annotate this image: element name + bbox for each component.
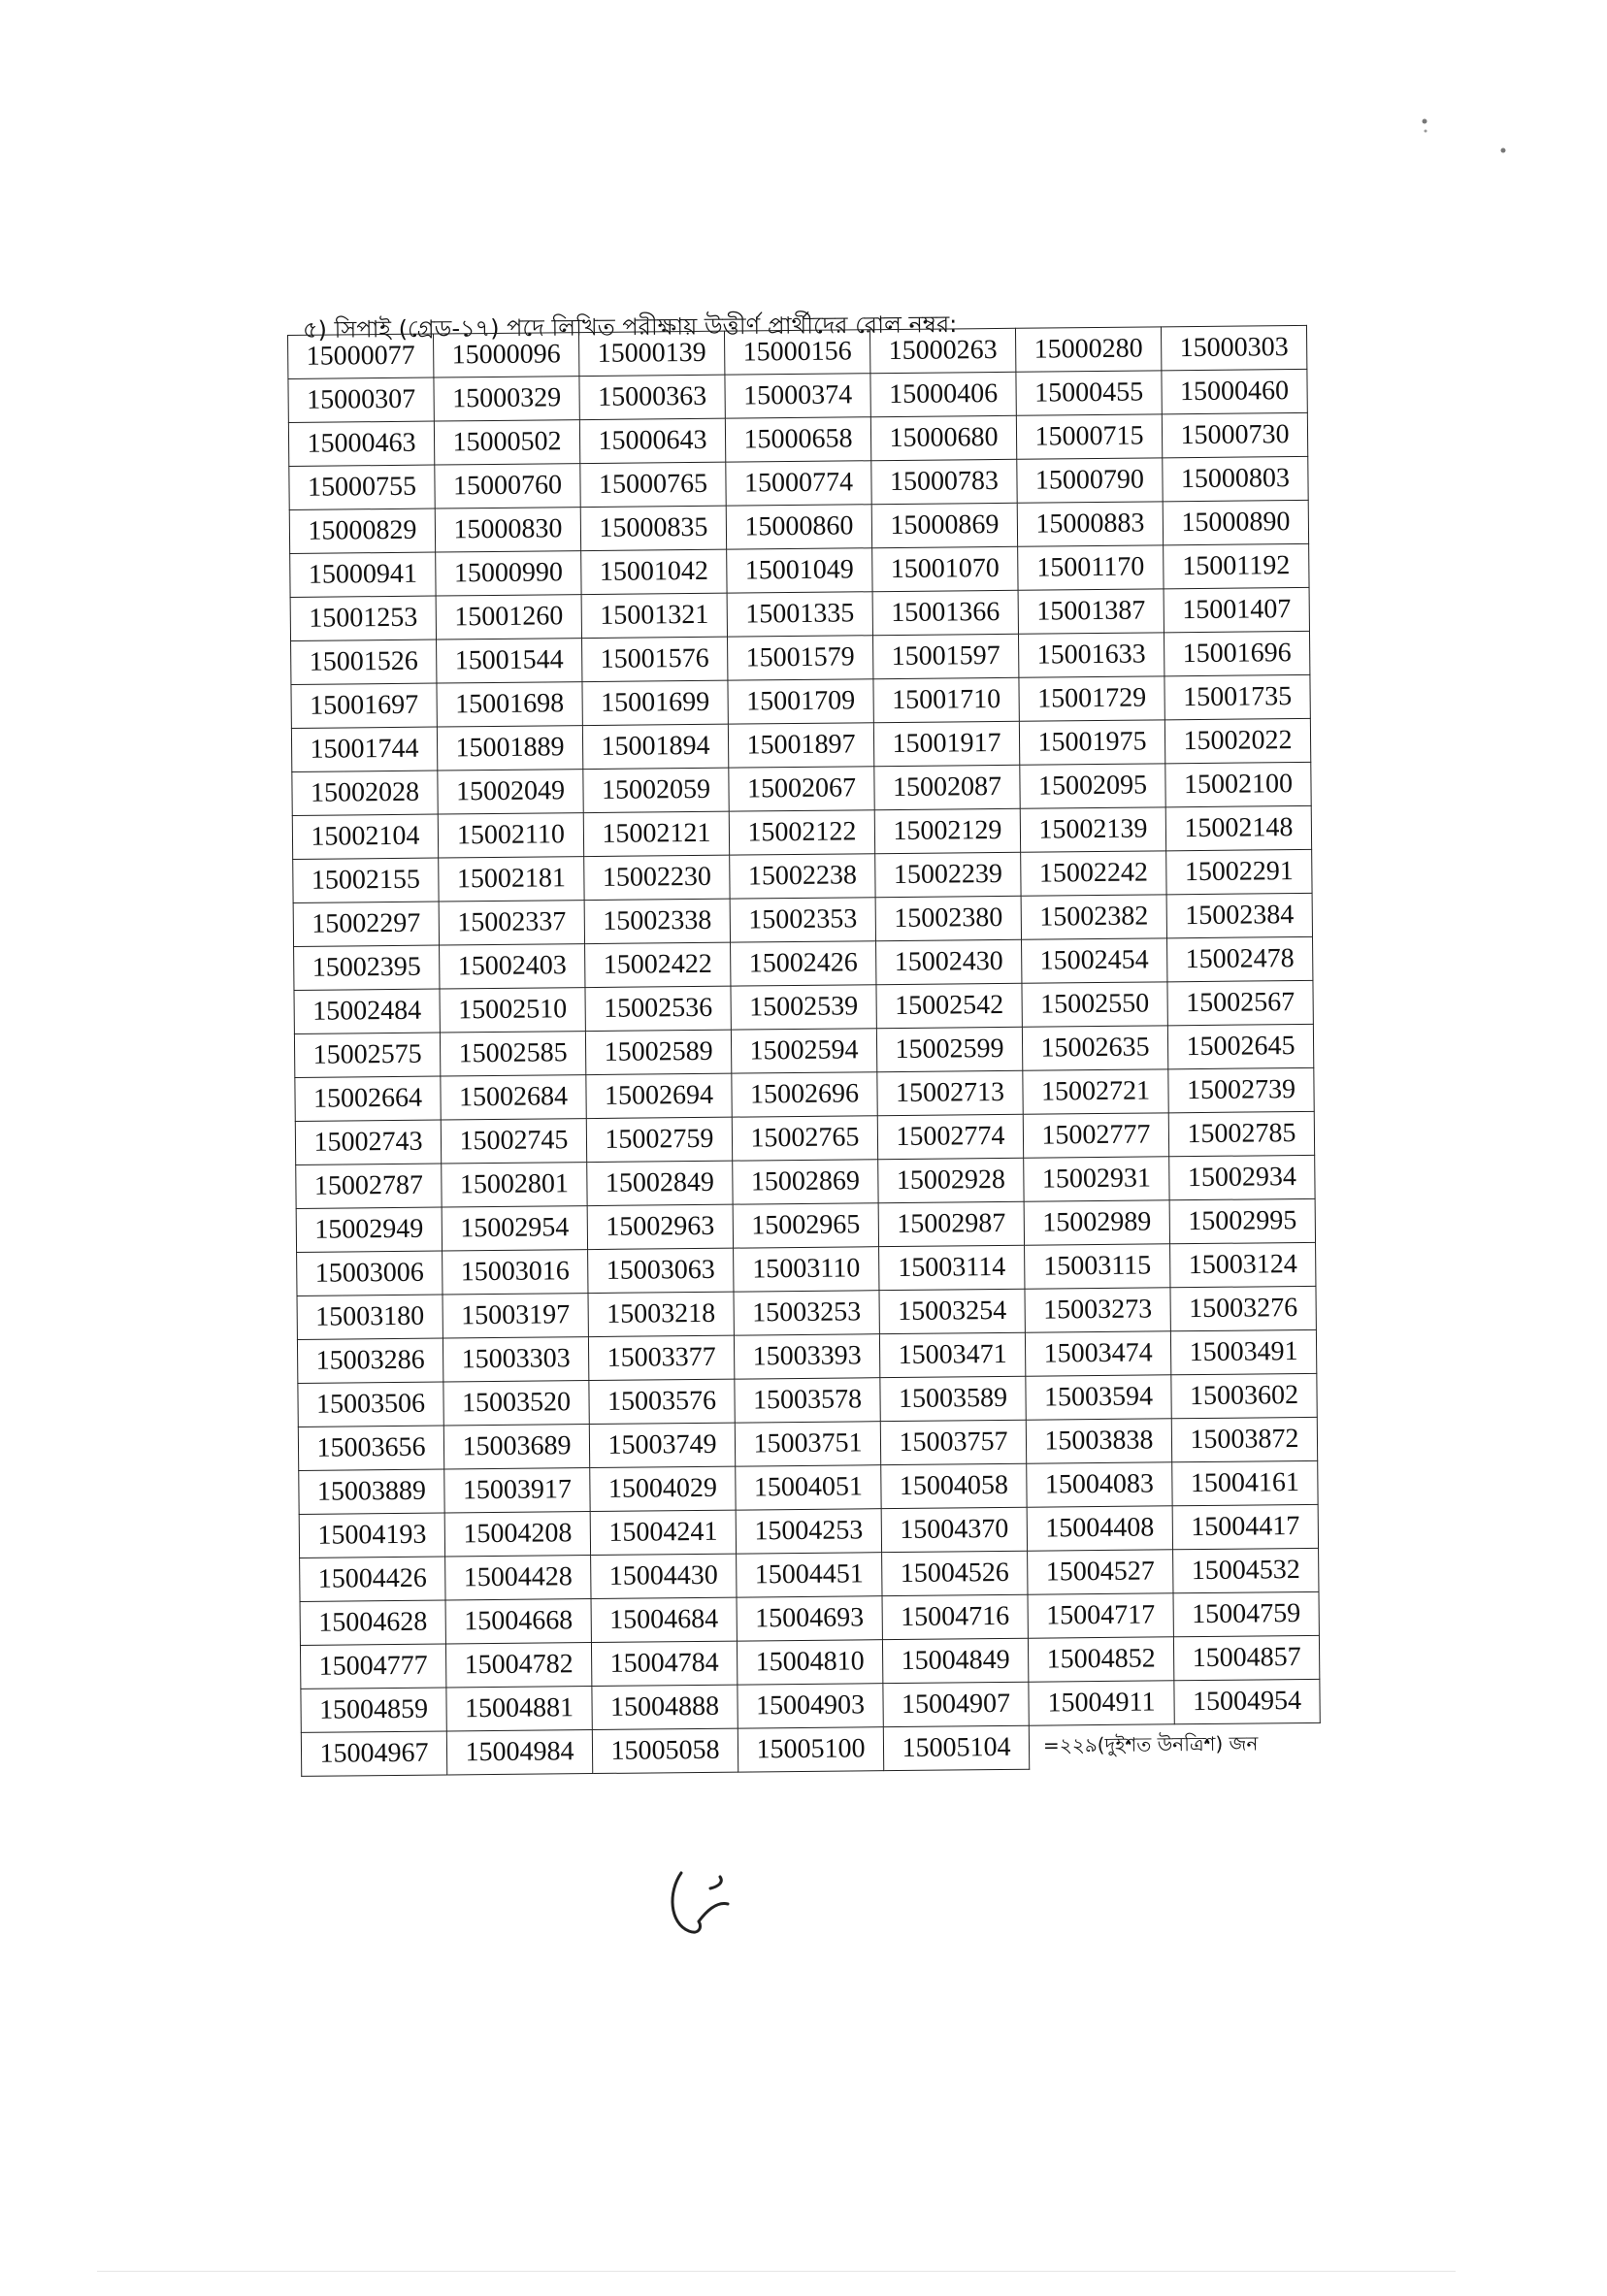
roll-number-cell: 15002122 <box>729 810 874 855</box>
roll-number-cell: 15002022 <box>1164 718 1310 763</box>
roll-number-cell: 15003273 <box>1025 1288 1170 1332</box>
roll-number-cell: 15003303 <box>443 1337 588 1382</box>
roll-number-cell: 15000096 <box>433 333 578 377</box>
roll-number-cell: 15000755 <box>289 465 435 509</box>
roll-number-cell: 15002567 <box>1167 980 1313 1025</box>
roll-number-cell: 15000280 <box>1015 327 1161 372</box>
roll-number-cell: 15002384 <box>1166 893 1312 937</box>
roll-number-cell: 15004527 <box>1028 1550 1173 1594</box>
roll-number-cell: 15000869 <box>871 503 1017 547</box>
roll-number-cell: 15002297 <box>293 902 439 946</box>
roll-number-cell: 15002696 <box>732 1072 877 1117</box>
roll-number-cell: 15001975 <box>1019 720 1164 765</box>
roll-number-cell: 15000658 <box>725 417 870 462</box>
roll-number-cell: 15002995 <box>1169 1198 1315 1243</box>
roll-number-cell: 15000680 <box>870 415 1016 460</box>
roll-number-cell: 15002430 <box>876 939 1022 984</box>
roll-number-cell: 15001894 <box>582 724 728 769</box>
roll-number-cell: 15001897 <box>728 723 873 768</box>
roll-number-cell: 15002403 <box>440 944 585 989</box>
roll-number-cell: 15001253 <box>290 596 436 640</box>
roll-number-cell: 15003393 <box>734 1334 879 1379</box>
roll-number-cell: 15004888 <box>592 1685 738 1729</box>
roll-number-cell: 15002550 <box>1022 982 1167 1027</box>
roll-number-cell: 15003757 <box>880 1420 1026 1464</box>
roll-number-cell: 15000363 <box>579 375 725 419</box>
roll-number-cell: 15001576 <box>582 637 728 681</box>
roll-number-cell: 15001697 <box>291 683 437 728</box>
roll-number-cell: 15004954 <box>1174 1679 1320 1723</box>
roll-number-cell: 15001192 <box>1164 543 1309 588</box>
roll-number-cell: 15004083 <box>1027 1462 1172 1507</box>
roll-number-cell: 15002337 <box>439 901 584 945</box>
roll-number-cell: 15002954 <box>442 1206 587 1251</box>
roll-number-cell: 15004857 <box>1173 1635 1319 1680</box>
roll-number-cell: 15004907 <box>883 1682 1029 1726</box>
roll-number-cell: 15005100 <box>738 1727 883 1772</box>
roll-number-cell: 15002395 <box>294 945 440 990</box>
roll-number-cell: 15002989 <box>1024 1200 1169 1245</box>
roll-number-cell: 15000406 <box>870 372 1016 416</box>
roll-number-cell: 15004810 <box>737 1640 882 1685</box>
roll-number-cell: 15004029 <box>590 1466 736 1511</box>
section-heading: ৫) সিপাই (গ্রেড-১৭) পদে লিখিত পরীক্ষায় উত্তীর্ণ প্রার্থীদের রোল নম্বর: <box>302 311 958 344</box>
roll-number-cell: 15003006 <box>297 1251 443 1296</box>
roll-number-cell: 15002743 <box>295 1120 441 1164</box>
roll-number-cell: 15002965 <box>733 1203 878 1248</box>
roll-number-cell: 15003520 <box>443 1381 589 1426</box>
roll-number-cell: 15003751 <box>735 1422 880 1466</box>
roll-number-cell: 15000774 <box>726 461 871 506</box>
roll-number-cell: 15003578 <box>735 1378 880 1423</box>
roll-number-cell: 15000765 <box>580 462 726 507</box>
roll-number-cell: 15000502 <box>434 420 579 465</box>
roll-number-cell: 15005058 <box>592 1728 738 1773</box>
roll-number-cell: 15003872 <box>1171 1417 1317 1461</box>
roll-number-cell: 15002067 <box>729 767 874 811</box>
roll-number-cell: 15000463 <box>288 421 434 466</box>
roll-number-cell: 15002095 <box>1020 764 1165 808</box>
roll-number-cell: 15003506 <box>298 1382 443 1427</box>
roll-number-cell: 15004777 <box>300 1644 445 1689</box>
roll-number-cell: 15003254 <box>879 1289 1025 1333</box>
roll-number-cell: 15002739 <box>1168 1067 1314 1112</box>
roll-number-cell: 15003180 <box>297 1295 443 1339</box>
roll-number-cell: 15002238 <box>730 854 875 899</box>
roll-number-cell: 15001698 <box>437 682 582 727</box>
roll-number-cell: 15003276 <box>1170 1286 1316 1330</box>
roll-number-cell: 15000643 <box>579 418 725 463</box>
roll-number-cell: 15002104 <box>292 814 438 859</box>
roll-number-cell: 15000374 <box>725 374 870 418</box>
roll-number-cell: 15003917 <box>444 1468 590 1513</box>
roll-number-cell: 15000829 <box>289 508 435 553</box>
roll-number-cell: 15004526 <box>882 1551 1028 1595</box>
roll-number-cell: 15003114 <box>879 1245 1025 1290</box>
roll-number-cell: 15004759 <box>1173 1591 1319 1636</box>
roll-number-cell: 15000307 <box>288 377 434 422</box>
roll-number-cell: 15004849 <box>882 1638 1028 1683</box>
roll-number-cell: 15000835 <box>580 506 726 550</box>
roll-number-cell: 15000263 <box>869 328 1015 373</box>
roll-number-cell: 15002759 <box>586 1117 732 1162</box>
roll-number-cell: 15002787 <box>296 1164 442 1208</box>
roll-number-cell: 15004208 <box>444 1512 590 1557</box>
roll-number-cell: 15004426 <box>300 1557 445 1601</box>
roll-number-cell: 15002155 <box>293 858 439 902</box>
roll-number-cell: 15002721 <box>1023 1069 1168 1114</box>
roll-number-cell: 15002242 <box>1021 851 1166 896</box>
roll-number-cell: 15004684 <box>591 1597 737 1642</box>
roll-number-cell: 15004408 <box>1027 1506 1172 1551</box>
roll-number-cell: 15002599 <box>876 1027 1022 1071</box>
roll-number-cell: 15004784 <box>591 1641 737 1686</box>
roll-number-cell: 15002291 <box>1166 849 1312 894</box>
roll-number-cell: 15002765 <box>732 1116 877 1161</box>
roll-number-cell: 15005104 <box>883 1725 1029 1770</box>
roll-number-cell: 15002478 <box>1167 936 1313 981</box>
roll-number-cell: 15001170 <box>1018 545 1164 590</box>
roll-number-cell: 15003471 <box>879 1332 1025 1377</box>
roll-number-cell: 15001699 <box>582 680 728 725</box>
roll-number-cell: 15001633 <box>1018 633 1164 677</box>
roll-table-wrapper <box>287 325 1321 1777</box>
roll-number-cell: 15001579 <box>728 636 873 680</box>
scan-speck <box>1419 116 1430 136</box>
roll-number-cell: 15002129 <box>874 808 1020 853</box>
roll-number-cell: 15002635 <box>1022 1026 1167 1070</box>
roll-number-cell: 15002239 <box>875 852 1021 897</box>
roll-number-cell: 15002380 <box>875 896 1021 940</box>
roll-number-cell: 15002353 <box>730 898 875 942</box>
roll-number-cell: 15001744 <box>291 727 437 771</box>
roll-number-cell: 15004253 <box>736 1509 881 1554</box>
roll-number-cell: 15004782 <box>445 1643 591 1688</box>
roll-number-cell: 15002713 <box>877 1070 1023 1115</box>
roll-number-cell: 15000760 <box>435 464 580 508</box>
roll-number-cell: 15003016 <box>443 1250 588 1295</box>
roll-number-cell: 15000990 <box>436 551 581 596</box>
roll-number-cell: 15004693 <box>737 1596 882 1641</box>
roll-number-cell: 15000139 <box>578 331 724 376</box>
roll-number-cell: 15001710 <box>873 677 1019 722</box>
roll-number-cell: 15002987 <box>878 1201 1024 1246</box>
roll-number-cell: 15000455 <box>1016 371 1162 415</box>
roll-number-cell: 15001387 <box>1018 589 1164 634</box>
roll-number-cell: 15000941 <box>290 552 436 597</box>
roll-number-cell: 15004058 <box>881 1463 1027 1508</box>
roll-number-cell: 15002934 <box>1169 1155 1315 1199</box>
roll-number-cell: 15001260 <box>436 595 581 640</box>
total-count-text: =২২৯(দুইশত উনত্রিশ) জন <box>1042 1731 1259 1757</box>
roll-number-cell: 15002949 <box>296 1207 442 1252</box>
roll-number-cell: 15004428 <box>445 1556 591 1600</box>
roll-number-cell: 15003124 <box>1170 1242 1316 1287</box>
roll-number-cell: 15004370 <box>881 1507 1027 1552</box>
roll-number-cell: 15000783 <box>871 459 1017 504</box>
roll-number-cell: 15001597 <box>873 634 1019 678</box>
roll-number-cell: 15002181 <box>439 857 584 902</box>
roll-number-cell: 15000730 <box>1162 412 1307 457</box>
roll-number-cell: 15001735 <box>1164 674 1310 719</box>
roll-number-cell: 15003253 <box>734 1291 879 1335</box>
roll-number-cell: 15000460 <box>1162 369 1307 413</box>
roll-number-cell: 15000715 <box>1016 414 1162 459</box>
roll-number-cell: 15000303 <box>1161 325 1306 370</box>
roll-number-cell: 15002059 <box>583 768 729 812</box>
roll-number-cell: 15002684 <box>441 1075 586 1120</box>
roll-number-cell: 15002121 <box>583 811 729 856</box>
roll-number-cell: 15002963 <box>587 1204 733 1249</box>
roll-number-cell: 15001042 <box>581 549 727 594</box>
roll-number-cell: 15002148 <box>1165 805 1311 850</box>
roll-number-cell: 15000803 <box>1163 456 1308 501</box>
roll-number-cell: 15002484 <box>294 989 440 1033</box>
roll-number-cell: 15002139 <box>1020 807 1165 852</box>
roll-number-cell: 15002230 <box>584 855 730 900</box>
roll-number-cell: 15001889 <box>437 726 582 771</box>
roll-number-cell: 15004051 <box>736 1465 881 1510</box>
roll-number-cell: 15003110 <box>734 1247 879 1292</box>
roll-number-cell: 15003063 <box>588 1248 734 1293</box>
roll-number-cell: 15000156 <box>724 330 869 375</box>
roll-number-cell: 15003838 <box>1026 1419 1171 1463</box>
scan-speck <box>1496 146 1510 155</box>
roll-number-cell: 15004716 <box>882 1594 1028 1639</box>
roll-number-cell: 15002110 <box>438 813 583 858</box>
table-row <box>301 1722 1320 1776</box>
roll-number-cell: 15000830 <box>435 508 580 552</box>
roll-number-cell: 15004193 <box>299 1513 444 1558</box>
roll-number-cell: 15003602 <box>1171 1373 1317 1418</box>
roll-number-cell: 15002454 <box>1022 938 1167 983</box>
roll-number-cell: 15002585 <box>440 1032 585 1076</box>
roll-number-cell: 15002049 <box>438 770 583 814</box>
roll-number-cell: 15002777 <box>1023 1113 1168 1158</box>
roll-number-cell: 15002426 <box>731 941 876 986</box>
roll-number-cell: 15004430 <box>591 1554 737 1598</box>
roll-number-cell: 15003656 <box>298 1426 443 1470</box>
roll-number-cell: 15000860 <box>726 505 871 549</box>
roll-number-cell: 15004859 <box>301 1688 446 1732</box>
roll-number-cell: 15002694 <box>586 1073 732 1118</box>
roll-number-cell: 15002801 <box>442 1163 587 1207</box>
roll-number-cell: 15002664 <box>295 1076 441 1121</box>
roll-number-cell: 15002645 <box>1167 1024 1313 1068</box>
roll-number-cell: 15000329 <box>434 377 579 421</box>
roll-number-cell: 15002539 <box>731 985 876 1030</box>
roll-number-cell: 15002100 <box>1165 762 1311 806</box>
roll-number-cell: 15002589 <box>585 1030 731 1074</box>
roll-number-cell: 15000077 <box>288 334 434 378</box>
roll-number-cell: 15003491 <box>1170 1329 1316 1374</box>
roll-number-cell: 15001544 <box>437 639 582 683</box>
roll-number-cell: 15001070 <box>872 546 1018 591</box>
roll-number-cell: 15000883 <box>1017 502 1163 546</box>
roll-number-cell: 15004532 <box>1173 1548 1319 1592</box>
roll-number-cell: 15004417 <box>1172 1504 1318 1549</box>
roll-number-cell: 15002931 <box>1024 1157 1169 1201</box>
roll-number-cell: 15003889 <box>299 1469 444 1514</box>
roll-number-cell: 15004451 <box>737 1553 882 1597</box>
roll-number-cell: 15003576 <box>589 1379 735 1424</box>
roll-number-cell: 15001366 <box>872 590 1018 635</box>
roll-number-cell: 15003474 <box>1025 1331 1170 1376</box>
roll-number-cell: 15002575 <box>294 1033 440 1077</box>
scan-edge-line <box>97 2271 1456 2272</box>
roll-number-cell: 15002536 <box>585 986 731 1031</box>
roll-number-cell: 15002422 <box>585 942 731 987</box>
roll-number-cell: 15002849 <box>587 1161 733 1205</box>
roll-number-cell: 15002594 <box>731 1029 876 1073</box>
roll-number-cell: 15003218 <box>588 1292 734 1336</box>
roll-number-cell: 15000890 <box>1163 500 1308 544</box>
roll-number-cell: 15004911 <box>1029 1681 1174 1725</box>
roll-number-cell: 15003286 <box>297 1338 443 1383</box>
roll-number-cell: 15002510 <box>440 988 585 1033</box>
roll-number-cell: 15001407 <box>1164 587 1309 632</box>
roll-number-cell: 15003377 <box>588 1335 734 1380</box>
roll-number-cell: 15002087 <box>874 765 1020 809</box>
roll-number-cell: 15004903 <box>738 1684 883 1728</box>
roll-number-cell: 15001729 <box>1019 676 1164 721</box>
roll-number-cell: 15002869 <box>733 1160 878 1204</box>
roll-number-cell: 15001335 <box>727 592 872 637</box>
roll-number-cell: 15004984 <box>446 1730 592 1775</box>
roll-number-cell: 15003594 <box>1026 1375 1171 1420</box>
roll-number-cell: 15003589 <box>880 1376 1026 1421</box>
roll-number-cell: 15002745 <box>441 1119 586 1164</box>
roll-number-cell: 15003197 <box>443 1294 588 1338</box>
roll-number-cell: 15001917 <box>873 721 1019 766</box>
roll-number-cell: 15004161 <box>1172 1460 1318 1505</box>
roll-number-table <box>287 325 1321 1777</box>
roll-number-cell: 15002542 <box>876 983 1022 1028</box>
roll-number-cell: 15004852 <box>1028 1637 1173 1682</box>
roll-number-cell: 15003689 <box>443 1425 589 1469</box>
roll-number-cell: 15004668 <box>445 1599 591 1644</box>
roll-number-cell: 15002382 <box>1021 895 1166 939</box>
roll-number-cell: 15003749 <box>589 1423 735 1467</box>
roll-number-cell: 15002028 <box>292 771 438 815</box>
roll-number-cell: 15002928 <box>878 1158 1024 1202</box>
roll-number-cell: 15004967 <box>301 1731 446 1776</box>
roll-number-cell: 15004881 <box>446 1687 592 1731</box>
roll-number-cell: 15004628 <box>300 1600 445 1645</box>
roll-number-cell: 15003115 <box>1025 1244 1170 1289</box>
roll-number-cell: 15002774 <box>877 1114 1023 1159</box>
roll-number-cell: 15004241 <box>590 1510 736 1555</box>
roll-number-cell: 15001709 <box>728 679 873 724</box>
roll-number-cell: 15001526 <box>291 640 437 684</box>
roll-number-cell: 15000790 <box>1017 458 1163 503</box>
roll-number-cell: 15002785 <box>1168 1111 1314 1156</box>
roll-number-cell: 15001696 <box>1164 631 1309 675</box>
roll-number-cell: 15004717 <box>1028 1593 1173 1638</box>
signature-mark <box>660 1863 747 1941</box>
roll-number-cell: 15001321 <box>581 593 727 638</box>
roll-number-cell: 15002338 <box>584 899 730 943</box>
roll-number-cell: 15001049 <box>727 548 872 593</box>
